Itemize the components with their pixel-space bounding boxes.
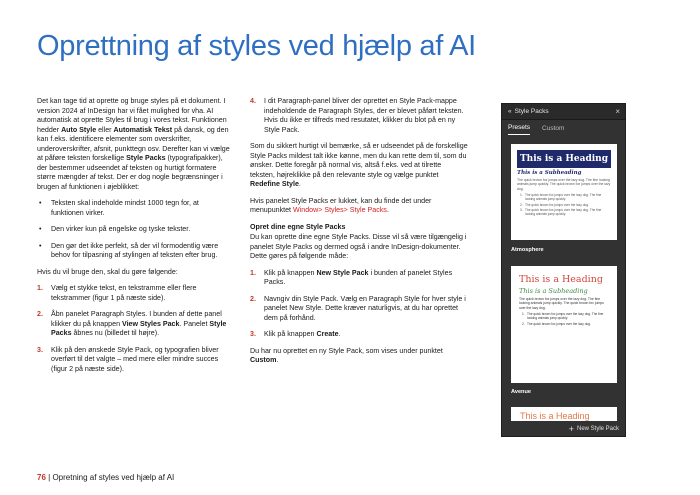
style-packs-panel bbox=[501, 103, 626, 437]
preview-body: The quick brown fox jumps over the lazy dog. The fine looking animals jump quickly. The quick brown fox jumps over the lazy dog. bbox=[517, 178, 611, 191]
steps-list bbox=[37, 284, 233, 374]
step-number: 1. bbox=[37, 284, 43, 292]
step-text bbox=[264, 295, 466, 322]
body-paragraph bbox=[250, 197, 468, 216]
step-text bbox=[51, 310, 226, 337]
step-text bbox=[264, 97, 464, 134]
text-run: Vælg et stykke tekst, en tekstramme eller flere tekstrammer (figur 1 på næste side). bbox=[51, 284, 197, 302]
text-run: . Panelet bbox=[179, 319, 210, 328]
bold-run: Automatisk Tekst bbox=[113, 125, 173, 134]
style-pack-name: Atmosphere bbox=[511, 247, 544, 253]
limitation-list bbox=[37, 199, 233, 261]
menu-hint-text: Hvis panelet Style Packs er lukket, kan du finde det under menupunktet bbox=[250, 196, 432, 214]
tab-presets[interactable]: Presets bbox=[508, 124, 530, 135]
close-icon[interactable]: × bbox=[615, 107, 620, 116]
panel-header bbox=[502, 104, 625, 120]
step-number: 2. bbox=[250, 294, 256, 303]
text-run: (typografipakker), der bestemmer udseendet af teksten og hurtigt formatere større mængder af tekst. Der er dog nogle begrænsninger i brugen af funktionen i øjeblikket: bbox=[37, 154, 223, 191]
custom-steps-list bbox=[250, 269, 468, 340]
text-run: . bbox=[276, 356, 279, 364]
step-item bbox=[250, 97, 468, 135]
bold-run: Style Packs bbox=[126, 154, 166, 162]
style-pack-name: Avenue bbox=[511, 389, 531, 395]
footer-separator: | bbox=[45, 473, 53, 482]
style-pack-preview-atmosphere[interactable] bbox=[511, 144, 617, 240]
preview-list-item: 3. The quick brown fox jumps over the lazy dog. The fine looking animals jump quickly. bbox=[525, 208, 609, 216]
footer-title: Opretning af styles ved hjælp af AI bbox=[52, 473, 175, 482]
text-run: Åbn panelet Paragraph Styles. I bunden af dette panel klikker du på knappen bbox=[51, 310, 222, 328]
preview-subheading: This is a Subheading bbox=[517, 170, 582, 176]
step-number: 3. bbox=[250, 330, 256, 338]
body-paragraph bbox=[250, 347, 468, 366]
preview-list-item: 1. The quick brown fox jumps over the lazy dog. The fine looking animals jump quickly. bbox=[527, 312, 609, 320]
bold-run: Custom bbox=[250, 356, 277, 364]
steps-lead: Hvis du vil bruge den, skal du gøre følgende: bbox=[37, 267, 178, 276]
tab-custom[interactable]: Custom bbox=[542, 125, 565, 132]
menu-path: Window> Styles> Style Packs bbox=[293, 206, 387, 214]
page-number: 76 bbox=[37, 473, 46, 482]
preview-heading: This is a Heading bbox=[520, 411, 590, 421]
step-text bbox=[264, 269, 452, 287]
step-item bbox=[250, 330, 468, 340]
preview-heading: This is a Heading bbox=[519, 274, 603, 285]
preview-list-item: 2. The quick brown fox jumps over the lazy dog. bbox=[525, 203, 609, 207]
text-run: Navngiv din Style Pack. Vælg en Paragraph Style for hver style i panelet New Style. Dette kræver naturligvis, at du har oprettet dem på forhånd. bbox=[264, 294, 466, 322]
page-title: Oprettning af styles ved hjælp af AI bbox=[37, 30, 476, 62]
section-subheading: Opret dine egne Style Packs bbox=[250, 222, 346, 231]
text-run: Som du sikkert hurtigt vil bemærke, så er udseendet på de forskellige Style Packs mildest talt ikke kønne, men du kan rette dem til, som du ønsker. Dette foregår på normal vis, altså f.eks. ved at tilrette teksten, højreklikke på den relevante style og vælge punktet bbox=[250, 142, 468, 179]
body-paragraph: Du kan oprette dine egne Style Packs. Disse vil så være tilgængelig i panelet Style Packs og dermed også i andre InDesign-dokumenter. Dette gøres på følgende måde: bbox=[250, 233, 467, 260]
step-item bbox=[37, 284, 233, 303]
text-run: Det kan tage tid at oprette og bruge styles på et dokument. I version 2024 af InDesign har vi fået mulighed for vha. AI automatisk at oprette Styles til brug i vores tekst. Funktionen hedder bbox=[37, 97, 227, 134]
left-column bbox=[37, 97, 233, 381]
menu-hint-end: . bbox=[386, 206, 389, 214]
step-text bbox=[264, 330, 341, 338]
list-item: • Den gør det ikke perfekt, så der vil formodentlig være behov for tilpasning af stylingen af teksten efter brug. bbox=[37, 242, 233, 261]
preview-list-item: 1. The quick brown fox jumps over the lazy dog. The fine looking animals jump quickly. bbox=[525, 193, 609, 201]
bold-run: Redefine Style bbox=[250, 180, 299, 188]
step-number: 1. bbox=[250, 268, 256, 277]
steps-list-continued bbox=[250, 97, 468, 135]
new-style-pack-button[interactable] bbox=[502, 421, 625, 436]
preview-list-item: 2. The quick brown fox jumps over the lazy dog. bbox=[527, 322, 609, 326]
text-run: på dansk, og den kan f.eks. identificere elementer som overskrifter, underoverskrifter, afsnit, punkttegn osv. Derefter kan vi vælge at påføre teksten forskellige bbox=[37, 125, 230, 162]
panel-title: Style Packs bbox=[514, 108, 549, 115]
bold-run: Create bbox=[316, 330, 339, 338]
step-item bbox=[37, 346, 233, 375]
text-run: . bbox=[298, 180, 301, 188]
step-text bbox=[51, 284, 196, 302]
list-item: • Den virker kun på engelske og tyske tekster. bbox=[37, 225, 233, 235]
step-number: 4. bbox=[250, 97, 256, 105]
bold-run: View Styles Pack bbox=[121, 319, 180, 328]
style-pack-preview-avenue[interactable] bbox=[511, 266, 617, 383]
body-paragraph bbox=[250, 142, 468, 190]
plus-icon: + bbox=[568, 423, 574, 434]
text-run: I dit Paragraph-panel bliver der oprettet en Style Pack-mappe indeholdende de Paragraph Styles, der er blevet påført teksten. Hvis du ikke er tilfreds med resutatet, klikker du blot på en ny Style Pack. bbox=[264, 97, 464, 134]
bold-run: Style Packs bbox=[51, 319, 227, 337]
page-footer bbox=[37, 473, 174, 482]
middle-column bbox=[250, 97, 468, 373]
preview-subheading: This is a Subheading bbox=[519, 287, 588, 295]
text-run: Klik på den ønskede Style Pack, og typografien bliver overført til det valgte – med mere eller mindre succes (figur 2 på næste side). bbox=[51, 345, 219, 373]
text-run: eller bbox=[96, 125, 114, 134]
bold-run: Auto Style bbox=[61, 125, 97, 134]
text-run: åbnes nu (billedet til højre). bbox=[71, 329, 160, 337]
step-number: 3. bbox=[37, 345, 43, 354]
intro-paragraph bbox=[37, 97, 233, 192]
list-item: • Teksten skal indeholde mindst 1000 tegn for, at funktionen virker. bbox=[37, 199, 233, 218]
step-text bbox=[51, 346, 219, 373]
text-run: i bunden af panelet Styles Packs. bbox=[264, 268, 453, 286]
bold-run: New Style Pack bbox=[316, 268, 369, 277]
preview-body: The quick brown fox jumps over the lazy dog. The fine looking animals jump quickly. The quick brown fox jumps over the lazy dog. bbox=[519, 297, 604, 310]
preview-heading: This is a Heading bbox=[517, 150, 611, 168]
panel-tabs bbox=[502, 120, 625, 135]
step-item bbox=[250, 269, 468, 288]
step-item bbox=[250, 295, 468, 324]
text-run: . bbox=[338, 330, 341, 338]
new-style-pack-label: New Style Pack bbox=[576, 425, 619, 432]
collapse-icon[interactable]: « bbox=[508, 108, 512, 115]
step-number: 2. bbox=[37, 310, 43, 318]
step-item bbox=[37, 310, 233, 339]
text-run: Du har nu oprettet en ny Style Pack, som vises under punktet bbox=[250, 346, 443, 355]
text-run: Klik på knappen bbox=[264, 268, 317, 277]
text-run: Klik på knappen bbox=[264, 330, 317, 338]
